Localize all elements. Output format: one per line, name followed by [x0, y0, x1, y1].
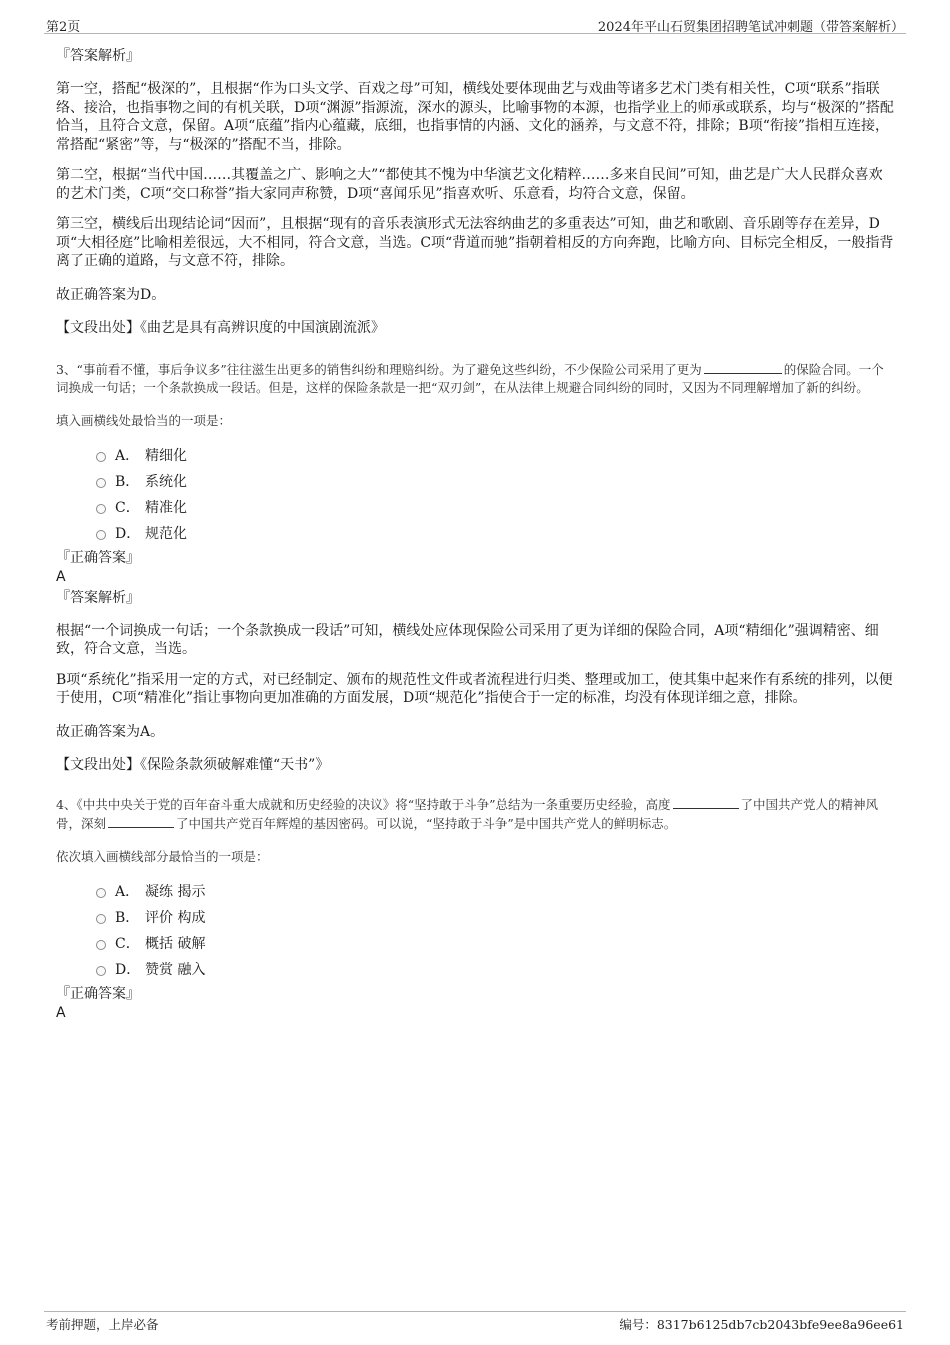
- radio-icon[interactable]: [96, 478, 106, 488]
- analysis-tag: 『答案解析』: [56, 589, 140, 606]
- document-title: 2024年平山石贸集团招聘笔试冲刺题（带答案解析）: [597, 20, 904, 35]
- analysis-paragraph: 第一空，搭配“极深的”，且根据“作为口头文学、百戏之母”可知，横线处要体现曲艺与戏曲等诸多艺术门类有相关性，C项“联系”指联络、接洽，也指事物之间的有机关联，D项“渊源”指源流，深水的源头，比喻事物的本源，也指学业上的师承或联系，均与“极深的”搭配恰当，且符合文意，保留。A项“底蕴”指内心蕴藏，底细，也指事情的内涵、文化的涵养，与文意不符，排除；B项“衔接”指相互连接，常搭配“紧密”等，与“极深的”搭配不当，排除。: [56, 81, 894, 153]
- option-c[interactable]: C． 概括 破解: [96, 930, 896, 956]
- correct-answer: A: [56, 568, 66, 585]
- document-id: 编号：8317b6125db7cb2043bfe9ee8a96ee61: [619, 1317, 904, 1332]
- analysis-tag: 『答案解析』: [56, 48, 140, 64]
- footer-slogan: 考前押题，上岸必备: [46, 1317, 159, 1332]
- conclusion-text: 故正确答案为A。: [56, 723, 165, 740]
- radio-icon[interactable]: [96, 888, 106, 898]
- question-4-text: 4、《中共中央关于党的百年奋斗重大成就和历史经验的决议》将“坚持敢于斗争”总结为一条重要历史经验，高度 了中国共产党人的精神风骨，深刻 了中国共产党百年辉煌的基因密码。可以说，“坚持敢于斗争”是中国共产党人的鲜明标志。: [56, 796, 879, 831]
- radio-icon[interactable]: [96, 966, 106, 976]
- conclusion-text: 故正确答案为D。: [56, 286, 166, 303]
- fill-blank: [108, 814, 174, 828]
- fill-blank: [673, 795, 739, 809]
- analysis-paragraph: 第三空，横线后出现结论词“因而”，且根据“现有的音乐表演形式无法容纳曲艺的多重表达”可知，曲艺和歌剧、音乐剧等存在差异，D项“大相径庭”比喻相差很远，大不相同，符合文意，当选。C项“背道而驰”指朝着相反的方向奔跑，比喻方向、目标完全相反，一般指背离了正确的道路，与文意不符，排除。: [56, 216, 894, 269]
- page-content: [56, 46, 896, 1022]
- analysis-paragraph: B项“系统化”指采用一定的方式，对已经制定、颁布的规范性文件或者流程进行归类、整理或加工，使其集中起来作有系统的排列，以便于使用，C项“精准化”指让事物向更加准确的方面发展，D项“规范化”指使合于一定的标准，均没有体现详细之意，排除。: [56, 671, 893, 706]
- answer-tag: 『正确答案』: [56, 985, 140, 1002]
- option-d[interactable]: D． 赞赏 融入: [96, 956, 896, 982]
- analysis-paragraph: 根据“一个词换成一句话；一个条款换成一段话”可知，横线处应体现保险公司采用了更为详细的保险合同，A项“精细化”强调精密、细致，符合文意，当选。: [56, 622, 879, 657]
- analysis-paragraph: 第二空，根据“当代中国……其覆盖之广、影响之大”“都使其不愧为中华演艺文化精粹……多来自民间”可知，曲艺是广大人民群众喜欢的艺术门类，C项“交口称誉”指大家同声称赞，D项“喜闻乐见”指喜欢听、乐意看，均符合文意，保留。: [56, 167, 883, 202]
- correct-answer: A: [56, 1004, 66, 1021]
- question-3-text: 3、“事前看不懂，事后争议多”往往滋生出更多的销售纠纷和理赔纠纷。为了避免这些纠纷，不少保险公司采用了更为 的保险合同。一个词换成一句话；一个条款换成一段话。但是，这样的保险条款是一把“双刃剑”，在从法律上规避合同纠纷的同时，又因为不同理解增加了新的纠纷。: [56, 361, 884, 395]
- option-c[interactable]: C． 精准化: [96, 494, 896, 520]
- page-number: 第2页: [46, 20, 81, 35]
- radio-icon[interactable]: [96, 530, 106, 540]
- fill-blank: [704, 360, 782, 374]
- option-a[interactable]: A． 凝练 揭示: [96, 878, 896, 904]
- question-3-prompt: 填入画横线处最恰当的一项是：: [56, 412, 232, 428]
- question-4-prompt: 依次填入画横线部分最恰当的一项是：: [56, 848, 269, 864]
- question-3-options: [96, 442, 896, 546]
- option-b[interactable]: B． 评价 构成: [96, 904, 896, 930]
- answer-tag: 『正确答案』: [56, 549, 140, 566]
- page-header: [44, 14, 906, 34]
- radio-icon[interactable]: [96, 914, 106, 924]
- radio-icon[interactable]: [96, 940, 106, 950]
- radio-icon[interactable]: [96, 504, 106, 514]
- page-footer: [44, 1311, 906, 1331]
- question-4-options: [96, 878, 896, 982]
- radio-icon[interactable]: [96, 452, 106, 462]
- option-d[interactable]: D． 规范化: [96, 520, 896, 546]
- option-a[interactable]: A． 精细化: [96, 442, 896, 468]
- source-citation: 【文段出处】《曲艺是具有高辨识度的中国演剧流派》: [56, 320, 385, 336]
- source-citation: 【文段出处】《保险条款须破解难懂“天书”》: [56, 757, 330, 773]
- option-b[interactable]: B． 系统化: [96, 468, 896, 494]
